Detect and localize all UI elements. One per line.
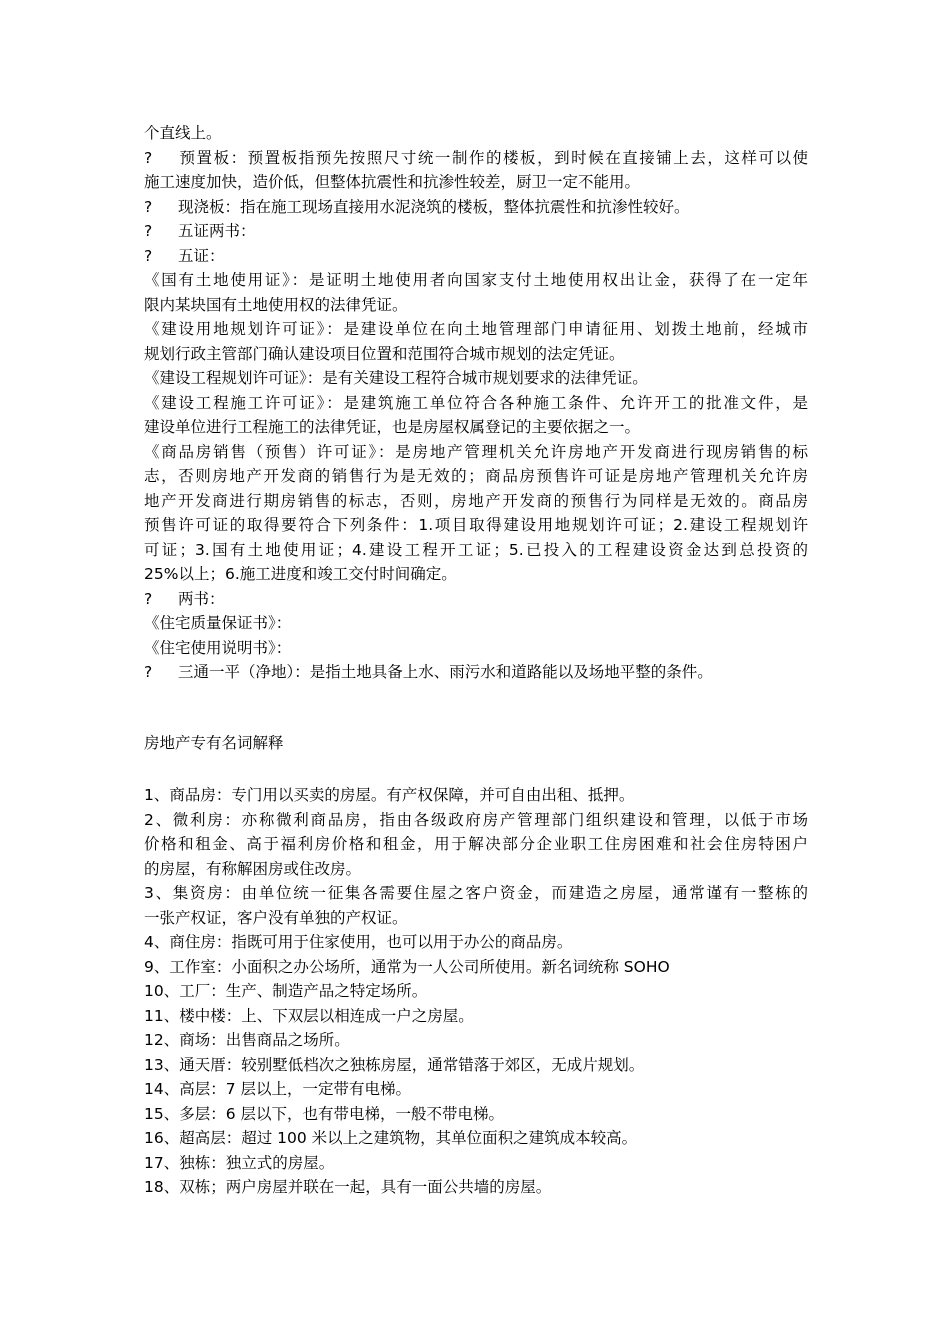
line-text: 规划行政主管部门确认建设项目位置和范围符合城市规划的法定凭证。 [144, 344, 625, 363]
line-text: 建设单位进行工程施工的法律凭证，也是房屋权属登记的主要依据之一。 [144, 418, 641, 436]
bullet-marker: ? [144, 246, 153, 265]
text-line [144, 464, 808, 489]
text-line [144, 832, 808, 857]
text-line [144, 366, 808, 391]
text-line [144, 611, 808, 636]
bullet-marker: ? [144, 197, 153, 216]
text-line [144, 783, 808, 808]
line-text: 施工速度加快，造价低，但整体抗震性和抗渗性较差，厨卫一定不能用。 [144, 173, 641, 191]
text-line [144, 219, 808, 244]
text-line [144, 342, 808, 367]
line-text: 的房屋，有称解困房或住改房。 [144, 859, 362, 878]
line-text: 三通一平（净地）：是指土地具备上水、雨污水和道路能以及场地平整的条件。 [178, 663, 713, 681]
line-text: 13、通天厝：较别墅低档次之独栋房屋，通常错落于郊区，无成片规划。 [144, 1055, 645, 1074]
text-line [144, 244, 808, 269]
bullet-marker: ? [144, 148, 153, 167]
text-line [144, 857, 808, 882]
text-line [144, 293, 808, 318]
line-text: 现浇板：指在施工现场直接用水泥浇筑的楼板，整体抗震性和抗渗性较好。 [178, 197, 690, 216]
text-line [144, 1053, 808, 1078]
text-line [144, 955, 808, 980]
bullet-marker: ? [144, 663, 153, 681]
text-line [144, 195, 808, 220]
text-line [144, 391, 808, 416]
line-text: 一张产权证，客户没有单独的产权证。 [144, 908, 408, 927]
line-text: 《国有土地使用证》：是证明土地使用者向国家支付土地使用权出让金，获得了在一定年 [144, 271, 808, 289]
line-text: 五证两书： [178, 222, 256, 240]
line-text: 《建设用地规划许可证》：是建设单位在向土地管理部门申请征用、划拨土地前，经城市 [144, 320, 808, 338]
section-regulations [144, 121, 808, 685]
text-line [144, 1151, 808, 1176]
text-line [144, 1077, 808, 1102]
line-text: 1、商品房：专门用以买卖的房屋。有产权保障，并可自由出租、抵押。 [144, 786, 635, 804]
text-line [144, 1102, 808, 1127]
line-text: 4、商住房：指既可用于住家使用，也可以用于办公的商品房。 [144, 933, 573, 951]
line-text: 17、独栋：独立式的房屋。 [144, 1153, 335, 1172]
text-line [144, 587, 808, 612]
line-text: 10、工厂：生产、制造产品之特定场所。 [144, 982, 428, 1000]
text-line [144, 513, 808, 538]
text-line [144, 808, 808, 833]
line-text: 11、楼中楼：上、下双层以相连成一户之房屋。 [144, 1006, 474, 1025]
line-text: 《商品房销售（预售）许可证》：是房地产管理机关允许房地产开发商进行现房销售的标 [144, 442, 808, 461]
text-line [144, 1175, 808, 1200]
text-line [144, 121, 808, 146]
text-line [144, 489, 808, 514]
line-text: 《住宅使用说明书》： [144, 638, 292, 657]
line-text: 18、双栋；两户房屋并联在一起，具有一面公共墙的房屋。 [144, 1178, 552, 1196]
line-text: 9、工作室：小面积之办公场所，通常为一人公司所使用。新名词统称 SOHO [144, 957, 670, 976]
line-text: 五证： [178, 246, 225, 265]
text-line [144, 415, 808, 440]
line-text: 14、高层：7 层以上，一定带有电梯。 [144, 1080, 412, 1098]
text-line [144, 1126, 808, 1151]
text-line [144, 538, 808, 563]
line-text: 预售许可证的取得要符合下列条件：1.项目取得建设用地规划许可证；2.建设工程规划许 [144, 516, 808, 534]
section-glossary [144, 783, 808, 1200]
line-text: 个直线上。 [144, 124, 222, 142]
line-text: 预置板：预置板指预先按照尺寸统一制作的楼板，到时候在直接铺上去，这样可以使 [178, 148, 808, 167]
text-line [144, 268, 808, 293]
line-text: 限内某块国有土地使用权的法律凭证。 [144, 295, 408, 314]
line-text: 2、微利房：亦称微利商品房，指由各级政府房产管理部门组织建设和管理，以低于市场 [144, 810, 808, 829]
line-text: 两书： [178, 589, 225, 608]
text-line [144, 1028, 808, 1053]
text-line [144, 146, 808, 171]
line-text: 12、商场：出售商品之场所。 [144, 1031, 350, 1049]
bullet-marker: ? [144, 222, 153, 240]
line-text: 志，否则房地产开发商的销售行为是无效的；商品房预售许可证是房地产管理机关允许房 [144, 467, 808, 485]
line-text: 地产开发商进行期房销售的标志，否则，房地产开发商的预售行为同样是无效的。商品房 [144, 491, 808, 510]
text-line [144, 317, 808, 342]
line-text: 15、多层：6 层以下，也有带电梯，一般不带电梯。 [144, 1104, 505, 1123]
line-text: 《建设工程规划许可证》：是有关建设工程符合城市规划要求的法律凭证。 [144, 369, 648, 387]
text-line [144, 906, 808, 931]
line-text: 《建设工程施工许可证》：是建筑施工单位符合各种施工条件、允许开工的批准文件，是 [144, 393, 808, 412]
document-page [144, 121, 808, 1200]
line-text: 16、超高层：超过 100 米以上之建筑物，其单位面积之建筑成本较高。 [144, 1129, 638, 1147]
text-line [144, 562, 808, 587]
line-text: 《住宅质量保证书》： [144, 614, 292, 632]
text-line [144, 930, 808, 955]
bullet-marker: ? [144, 589, 153, 608]
text-line [144, 440, 808, 465]
text-line [144, 1004, 808, 1029]
text-line [144, 170, 808, 195]
line-text: 25%以上；6.施工进度和竣工交付时间确定。 [144, 565, 457, 583]
line-text: 3、集资房：由单位统一征集各需要住屋之客户资金，而建造之房屋，通常谨有一整栋的 [144, 884, 808, 902]
text-line [144, 881, 808, 906]
text-line [144, 636, 808, 661]
text-line [144, 979, 808, 1004]
text-line [144, 660, 808, 685]
line-text: 可证；3.国有土地使用证；4.建设工程开工证；5.已投入的工程建设资金达到总投资的 [144, 540, 808, 559]
line-text: 价格和租金、高于福利房价格和租金，用于解决部分企业职工住房困难和社会住房特困户 [144, 835, 808, 853]
section-heading: 房地产专有名词解释 [144, 733, 284, 752]
